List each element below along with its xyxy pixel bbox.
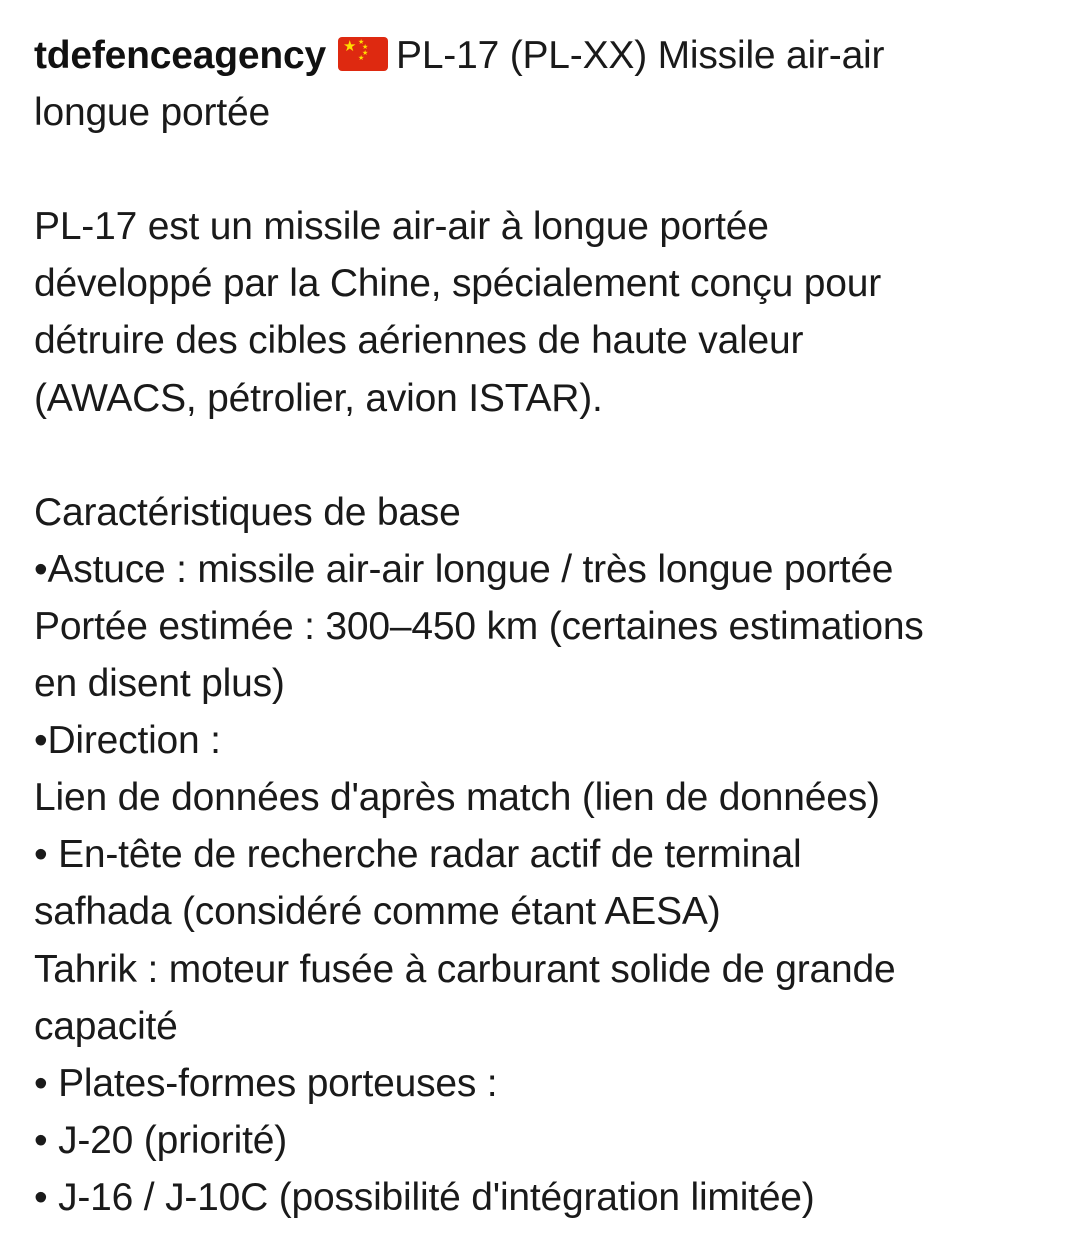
spec-line: •Direction :: [34, 719, 221, 763]
intro-line: développé par la Chine, spécialement conçu pour: [34, 262, 881, 306]
spec-line: Lien de données d'après match (lien de données): [34, 776, 880, 820]
spec-line: safhada (considéré comme étant AESA): [34, 890, 721, 934]
post-caption: [34, 27, 1064, 1226]
spec-line: • En-tête de recherche radar actif de terminal: [34, 833, 802, 877]
spec-line: en disent plus): [34, 662, 285, 706]
spec-line: • J-20 (priorité): [34, 1118, 287, 1162]
spacer: [34, 427, 1064, 484]
spec-line: Portée estimée : 300–450 km (certaines estimations: [34, 604, 924, 648]
china-flag-icon: ★ ★ ★ ★ ★: [338, 37, 388, 71]
spec-line: Tahrik : moteur fusée à carburant solide de grande: [34, 947, 896, 991]
intro-line: (AWACS, pétrolier, avion ISTAR).: [34, 376, 603, 420]
username-link[interactable]: tdefenceagency: [34, 34, 326, 77]
spec-line: capacité: [34, 1004, 178, 1048]
spec-line: • Plates-formes porteuses :: [34, 1061, 498, 1105]
intro-line: PL-17 est un missile air-air à longue portée: [34, 205, 769, 249]
specs-heading: Caractéristiques de base: [34, 490, 461, 534]
post-title: PL-17 (PL-XX) Missile air-air: [396, 34, 885, 77]
caption-title-line-1: [34, 27, 1064, 84]
spacer: [34, 141, 1064, 198]
caption-title-line-2: longue portée: [34, 91, 270, 135]
spec-line: • J-16 / J-10C (possibilité d'intégration limitée): [34, 1175, 815, 1219]
spec-line: •Astuce : missile air-air longue / très longue portée: [34, 547, 894, 591]
intro-line: détruire des cibles aériennes de haute valeur: [34, 319, 804, 363]
